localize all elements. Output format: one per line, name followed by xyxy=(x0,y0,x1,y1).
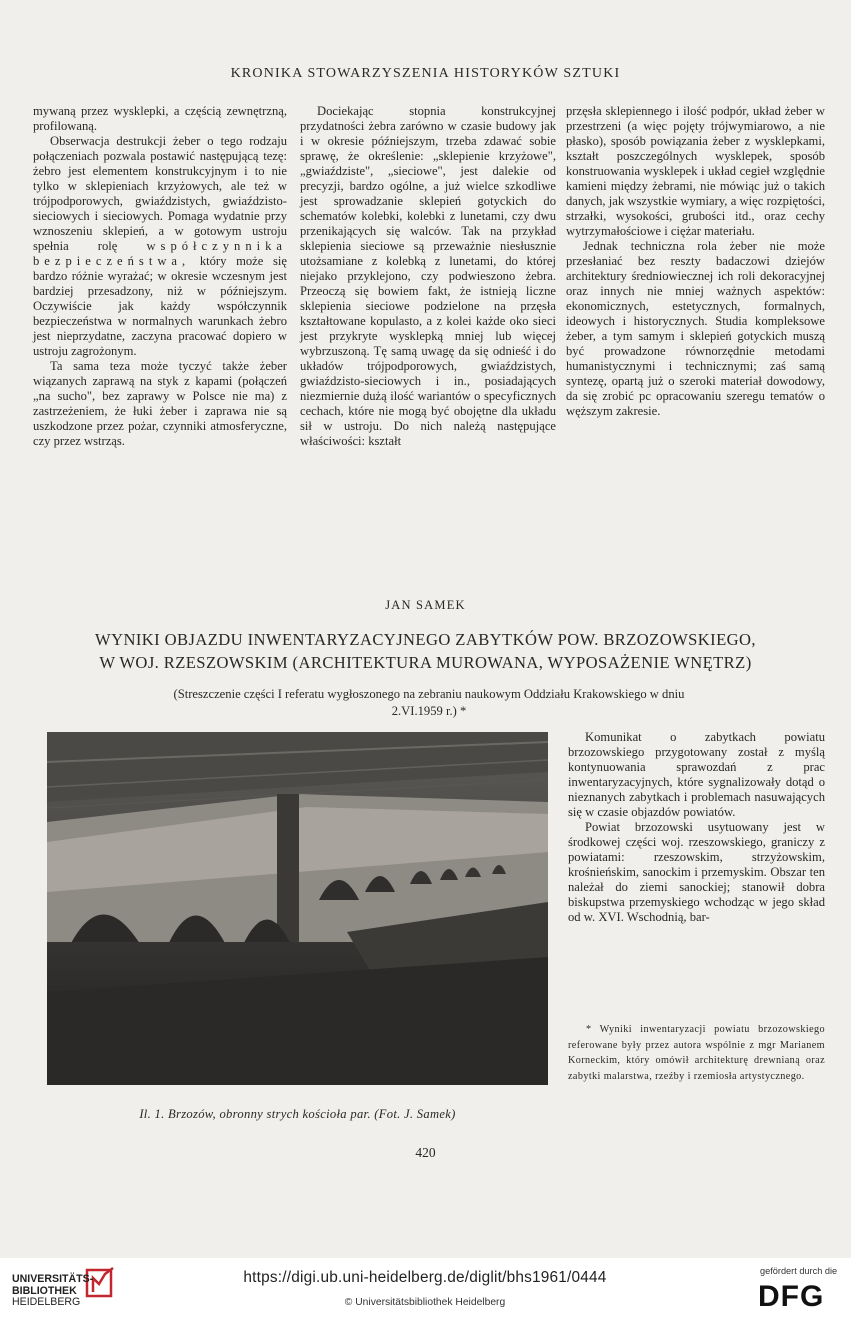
figure-caption: Il. 1. Brzozów, obronny strych kościoła par. (Fot. J. Samek) xyxy=(139,1107,456,1121)
uni-line: HEIDELBERG xyxy=(12,1296,81,1308)
text-column-2 xyxy=(300,104,556,449)
uni-line: BIBLIOTHEK xyxy=(12,1284,77,1297)
summary-line: 2.VI.1959 r.) * xyxy=(391,704,467,718)
photo-illustration xyxy=(47,732,548,1085)
university-library-name xyxy=(12,1274,93,1309)
text-column-3 xyxy=(566,104,825,419)
title-line: W WOJ. RZESZOWSKIM (ARCHITEKTURA MUROWANA, WYPOSAŻENIE WNĘTRZ) xyxy=(99,653,752,672)
footnote xyxy=(568,1022,825,1084)
article-author: JAN SAMEK xyxy=(385,598,466,612)
paragraph: Powiat brzozowski usytuowany jest w środkowej części woj. rzeszowskiego, graniczy z powiatami: rzeszowskim, strzyżowskim, krośnieńskim, sanockim i przemyskim. Obszar ten należał do ziemi sanockiej; stanowił dobra biskupstwa przemyskiego wchodząc w jego skład od w. XVI. Wschodnią, bar- xyxy=(568,820,825,924)
spaced-emphasis: współczynnika bezpieczeństwa, xyxy=(33,239,287,268)
paragraph: mywaną przez wysklepki, a częścią zewnętrzną, profilowaną. xyxy=(33,104,287,133)
funding-note: gefördert durch die xyxy=(760,1266,838,1276)
text-column-1 xyxy=(33,104,287,449)
copyright-notice: © Universitätsbibliothek Heidelberg xyxy=(344,1297,506,1308)
page-number: 420 xyxy=(415,1145,436,1160)
uni-line: UNIVERSITÄTS- xyxy=(12,1273,94,1285)
text-column-4 xyxy=(568,730,825,925)
text-run: Obserwacja destrukcji żeber o tego rodzaju połączeniach pozwala postawić następującą tezę: żebro jest elementem konstrukcyjnym i to nie tylko w sklepieniach krzyżowych, ale też w trójpodporowych, gwiaździstych, gwiaździsto-sieciowych i sieciowych. Pomaga wydatnie przy wznoszeniu sklepień, a w gotowym ustroju spełnia rolę xyxy=(33,134,287,253)
running-head: KRONIKA STOWARZYSZENIA HISTORYKÓW SZTUKI xyxy=(230,66,621,81)
paragraph: Komunikat o zabytkach powiatu brzozowskiego przygotowany został z myślą kontynuowania sprawozdań z prac inwentaryzacyjnych, które sygnalizowały dotąd o nieznanych zabytkach i problemach nasuwających się w czasie objazdów powiatów. xyxy=(568,730,825,819)
footnote-text: * Wyniki inwentaryzacji powiatu brzozowskiego referowane były przez autora wspólnie z mgr Marianem Korneckim, który omówił architekturę drewnianą oraz zabytki malarstwa, rzeźby i rzemiosła artystycznego. xyxy=(568,1024,825,1082)
paragraph: Dociekając stopnia konstrukcyjnej przydatności żebra zarówno w czasie budowy jak i w okresie późniejszym, trzeba zdawać sobie sprawę, że określenie: „sklepienie krzyżowe", „gwiaździste", „sieciowe", jest dalekie od precyzji, bardzo ogólne, a już wielce szkodliwe jest sprowadzanie sklepień gotyckich do schematów kolebki, kolebki z lunetami, czy dwu przenikających się walców. Tak na przykład sklepienia sieciowe są przeważnie niesłusznie utożsamiane z kolebką z lunetami, do której niejako przyklejono, czy podwieszono żebra. Przeoczą się bowiem fakt, że istnieją liczne sklepienia sieciowe podzielone na przęsła kształtowane kopulasto, a z kolei każde oko sieci jest przykryte wysklepką mniej lub więcej wybrzuszoną. Tę samą uwagę da się odnieść i do układów trójpodporowych, gwiaździstych, gwiaździsto-sieciowych i in., posiadających niezmiernie dużą ilość wariantów o specyficznych cechach, które nie mogą być obojętne dla układu sił w ustroju. Do nich należą następujące właściwości: kształt xyxy=(300,104,556,448)
permalink-url[interactable]: https://digi.ub.uni-heidelberg.de/diglit/bhs1961/0444 xyxy=(243,1269,607,1286)
dfg-logo: DFG xyxy=(758,1280,825,1313)
photo-vaulted-attic-icon xyxy=(47,732,548,1085)
paragraph: przęsła sklepiennego i ilość podpór, układ żeber w przestrzeni (a więc pojęty trójwymiarowo, a nie płasko), sposób powiązania żeber z wysklepkami, kształt poszczególnych wysklepek, sposób konstruowania wysklepek i układ cegieł względnie kamieni między żebrami, nie mówiąc już o takich danych, jak wszystkie wymiary, a więc rozpiętości, strzałki, wysokości, grubości itd., oraz cechy wytrzymałościowe i ciężar materiału. xyxy=(566,104,825,238)
text-run: który może się bardzo różnie wyrażać; w okresie wczesnym jest bardziej przesadzony, niż w późniejszym. Oczywiście jak każdy współczynnik bezpieczeństwa w normalnych warunkach żebro jest nieprzydatne, zaczyna pracować dopiero w ustroju zagrożonym. xyxy=(33,254,287,358)
title-line: WYNIKI OBJAZDU INWENTARYZACYJNEGO ZABYTKÓW POW. BRZOZOWSKIEGO, xyxy=(95,630,756,649)
summary-note xyxy=(33,686,825,720)
paragraph: Ta sama teza może tyczyć także żeber wiązanych zaprawą na styk z kapami (połączeń „na sucho", bez zaprawy w Polsce nie ma) z zastrzeżeniem, że łuki żeber i zaprawa nie są uszkodzone przez pożar, czynniki atmosferyczne, czy przez wstrząs. xyxy=(33,359,287,448)
paragraph: Jednak techniczna rola żeber nie może przesłaniać bez reszty badaczowi dziejów architektury średniowiecznej ich roli dekoracyjnej oraz innych nie mniej ważnych aspektów: ekonomicznych, estetycznych, formalnych, ideowych i historycznych. Studia kompleksowe żeber, a tym samym i sklepień gotyckich muszą być prowadzone równorzędnie metodami humanistycznymi i technicznymi; zaś samą syntezę, opartą już o szeroki materiał dowodowy, da się zrobić pc opracowaniu szeregu tematów o węższym zakresie. xyxy=(566,239,825,418)
article-title xyxy=(20,628,831,674)
summary-line: (Streszczenie części I referatu wygłoszonego na zebraniu naukowym Oddziału Krakowskiego w dniu xyxy=(173,687,685,701)
viewer-footer xyxy=(0,1258,851,1320)
paragraph xyxy=(33,134,287,359)
